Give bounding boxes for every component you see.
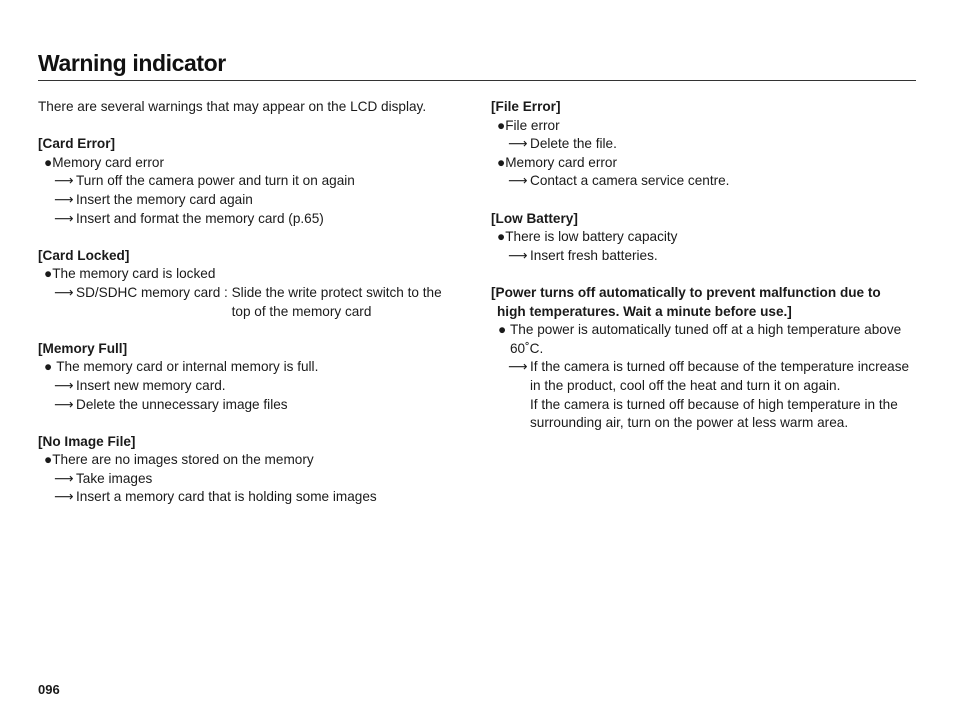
bullet-icon: ● (44, 154, 53, 170)
action-item (38, 284, 468, 321)
bullet-item: ●There are no images stored on the memory (38, 451, 468, 470)
title-divider (38, 80, 916, 81)
action-label: SD/SDHC memory card : (76, 284, 232, 300)
bullet-icon: ● (498, 322, 507, 338)
arrow-icon: ⟶ (508, 136, 528, 152)
arrow-icon: ⟶ (508, 173, 528, 189)
action-item: If the camera is turned off because of high temperature in the surrounding air, turn on the power at less warm area. (530, 396, 898, 431)
bullet-icon: ● (497, 117, 506, 133)
action-item: ⟶ Delete the file. (491, 135, 921, 154)
action-item: ⟶ Insert a memory card that is holding some images (38, 488, 468, 507)
arrow-icon: ⟶ (54, 210, 74, 226)
section-heading: [Card Error] (38, 136, 116, 152)
bullet-item: ●Memory card error (38, 154, 468, 173)
arrow-icon: ⟶ (508, 359, 528, 375)
action-item: ⟶ Insert and format the memory card (p.65) (38, 210, 468, 229)
section-memory-full (38, 340, 468, 414)
section-heading: [Card Locked] (38, 247, 130, 263)
arrow-icon: ⟶ (508, 247, 528, 263)
page-title: Warning indicator (38, 50, 226, 76)
action-item: ⟶ If the camera is turned off because of the temperature increase in the product, cool off the heat and turn it on again. (508, 359, 910, 393)
action-item: ⟶ Delete the unnecessary image files (38, 396, 468, 415)
section-heading: [Low Battery] (491, 210, 578, 226)
section-power-off-high-temperature (491, 284, 921, 433)
bullet-item: ●File error (491, 117, 921, 136)
section-card-locked (38, 247, 468, 321)
right-column (491, 98, 921, 451)
action-item: ⟶ Contact a camera service centre. (491, 172, 921, 191)
arrow-icon: ⟶ (54, 377, 74, 393)
arrow-icon: ⟶ (54, 396, 74, 412)
action-item: ⟶ Insert fresh batteries. (491, 247, 921, 266)
bullet-icon: ● (44, 452, 53, 468)
section-heading: [Memory Full] (38, 340, 128, 356)
action-item: ⟶ Take images (38, 470, 468, 489)
arrow-icon: ⟶ (54, 489, 74, 505)
page-number: 096 (38, 682, 60, 697)
bullet-icon: ● (44, 359, 53, 375)
arrow-icon: ⟶ (54, 470, 74, 486)
action-item: ⟶ Insert the memory card again (38, 191, 468, 210)
action-text: Slide the write protect switch to the top of the memory card (231, 284, 442, 319)
bullet-icon: ● (497, 229, 506, 245)
action-item: ⟶ Turn off the camera power and turn it on again (38, 172, 468, 191)
bullet-item: ●There is low battery capacity (491, 228, 921, 247)
section-heading: [File Error] (491, 99, 561, 114)
arrow-icon: ⟶ (54, 173, 74, 189)
left-column (38, 98, 468, 526)
section-heading: [No Image File] (38, 433, 136, 449)
bullet-item: ● The power is automatically tuned off at a high temperature above 60˚C. (498, 322, 902, 356)
bullet-item: ●Memory card error (491, 154, 921, 173)
section-card-error (38, 135, 468, 228)
bullet-icon: ● (44, 266, 53, 282)
bullet-icon: ● (497, 154, 506, 170)
section-file-error (491, 98, 921, 191)
section-heading: [Power turns off automatically to prevent malfunction due to high temperatures. Wait a minute before use.] (491, 284, 881, 319)
action-item: ⟶ Insert new memory card. (38, 377, 468, 396)
bullet-item: ●The memory card is locked (38, 265, 468, 284)
intro-text: There are several warnings that may appear on the LCD display. (38, 99, 427, 114)
section-low-battery (491, 210, 921, 266)
bullet-item: ● The memory card or internal memory is full. (38, 358, 468, 377)
arrow-icon: ⟶ (54, 191, 74, 207)
section-no-image-file (38, 433, 468, 507)
arrow-icon: ⟶ (54, 284, 74, 300)
